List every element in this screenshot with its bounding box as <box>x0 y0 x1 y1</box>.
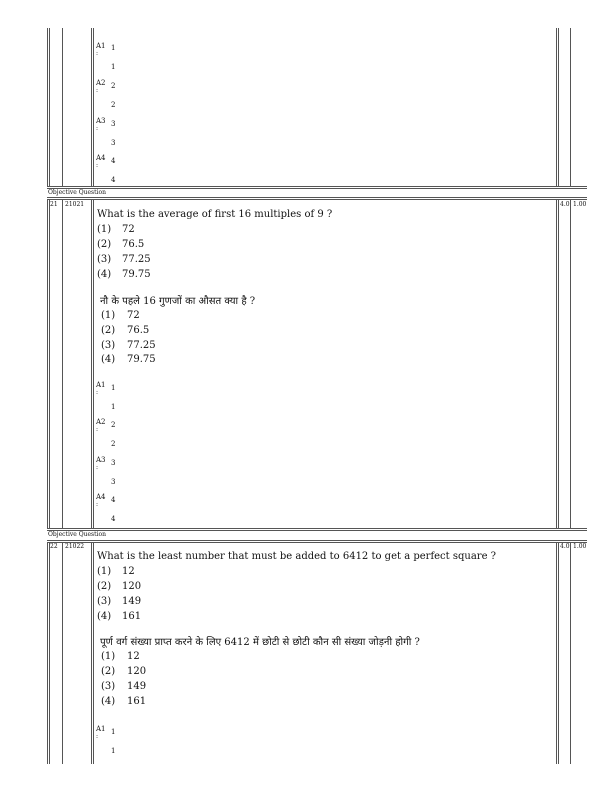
question-marks: 4.0 <box>560 201 570 208</box>
answer-value: 1 <box>111 384 116 392</box>
question-id: 21021 <box>65 201 85 208</box>
option-value: 161 <box>127 696 147 707</box>
option-number: (1) <box>101 651 116 662</box>
answer-value: 4 <box>111 496 116 504</box>
answer-text: 1 <box>111 63 116 71</box>
answer-text: 2 <box>111 101 116 109</box>
option-number: (3) <box>97 254 112 265</box>
option-number: (4) <box>97 611 112 622</box>
option-number: (3) <box>101 340 116 351</box>
answer-label: A2 <box>96 79 106 87</box>
answer-label: A4 <box>96 493 106 501</box>
option-value: 72 <box>127 310 140 321</box>
question-id: 21022 <box>65 543 85 550</box>
answer-text: 4 <box>111 515 116 523</box>
section-label: Objective Question <box>48 189 106 196</box>
option-number: (4) <box>97 269 112 280</box>
answer-label: A1 <box>96 42 106 50</box>
option-value: 120 <box>122 581 142 592</box>
option-value: 161 <box>122 611 142 622</box>
option-value: 12 <box>122 566 135 577</box>
answer-value: 3 <box>111 459 116 467</box>
option-number: (3) <box>97 596 112 607</box>
question-text-hi: नौ के पहले 16 गुणजों का औसत क्या है ? <box>100 296 256 307</box>
answer-value: 1 <box>111 728 116 736</box>
question-negative-marks: 1.00 <box>573 201 587 208</box>
answer-value: 2 <box>111 421 116 429</box>
option-value: 12 <box>127 651 140 662</box>
option-value: 79.75 <box>122 269 151 280</box>
option-number: (1) <box>101 310 116 321</box>
answer-value: 4 <box>111 157 116 165</box>
question-text-hi: पूर्ण वर्ग संख्या प्राप्त करने के लिए 6412 में छोटी से छोटी कौन सी संख्या जोड़नी होगी ? <box>100 637 420 648</box>
option-number: (1) <box>97 224 112 235</box>
option-value: 77.25 <box>122 254 151 265</box>
question-marks: 4.0 <box>560 543 570 550</box>
answer-value: 2 <box>111 82 116 90</box>
answer-text: 4 <box>111 176 116 184</box>
answer-label: A1 <box>96 381 106 389</box>
option-value: 149 <box>122 596 142 607</box>
option-number: (3) <box>101 681 116 692</box>
answer-label: A3 <box>96 456 106 464</box>
option-value: 149 <box>127 681 147 692</box>
answer-text: 1 <box>111 403 116 411</box>
answer-label: A3 <box>96 117 106 125</box>
question-text-en: What is the least number that must be added to 6412 to get a perfect square ? <box>97 551 497 562</box>
question-text-en: What is the average of first 16 multiples of 9 ? <box>97 209 333 220</box>
answer-text: 3 <box>111 478 116 486</box>
answer-label: A4 <box>96 154 106 162</box>
answer-label: A2 <box>96 418 106 426</box>
question-negative-marks: 1.00 <box>573 543 587 550</box>
question-sno: 22 <box>50 543 58 550</box>
answer-value: 1 <box>111 44 116 52</box>
option-number: (2) <box>97 239 112 250</box>
section-label: Objective Question <box>48 531 106 538</box>
option-value: 120 <box>127 666 147 677</box>
option-value: 79.75 <box>127 354 156 365</box>
option-value: 72 <box>122 224 135 235</box>
answer-label: A1 <box>96 725 106 733</box>
option-number: (2) <box>101 325 116 336</box>
option-value: 77.25 <box>127 340 156 351</box>
option-number: (4) <box>101 696 116 707</box>
option-number: (2) <box>101 666 116 677</box>
option-number: (2) <box>97 581 112 592</box>
answer-value: 3 <box>111 120 116 128</box>
answer-text: 2 <box>111 440 116 448</box>
question-sno: 21 <box>50 201 58 208</box>
option-number: (1) <box>97 566 112 577</box>
answer-text: 3 <box>111 139 116 147</box>
option-value: 76.5 <box>127 325 150 336</box>
option-number: (4) <box>101 354 116 365</box>
answer-text: 1 <box>111 747 116 755</box>
option-value: 76.5 <box>122 239 145 250</box>
